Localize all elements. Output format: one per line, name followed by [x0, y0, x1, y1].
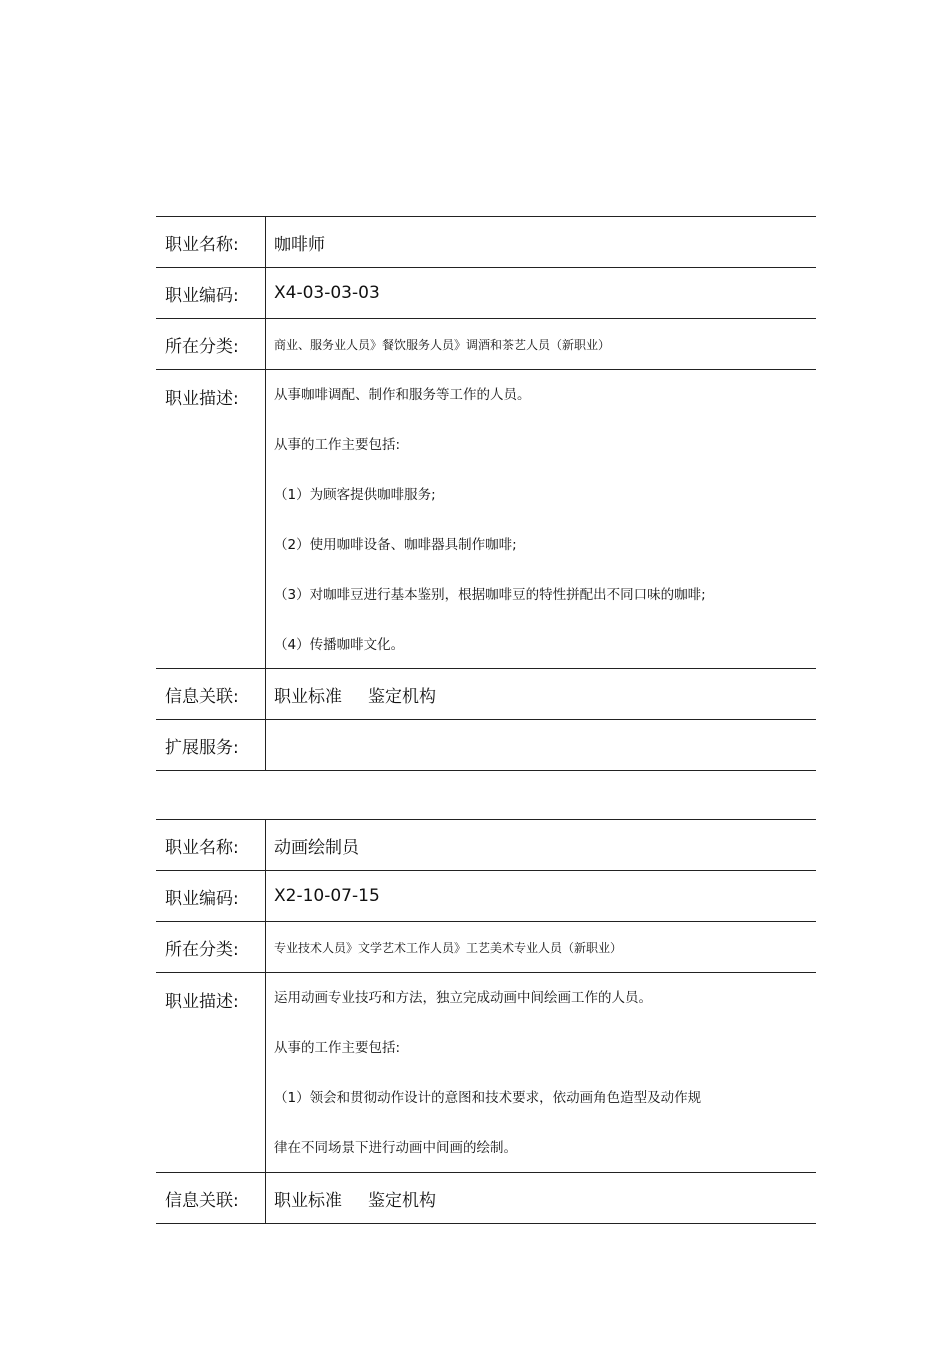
description-line: （1）领会和贯彻动作设计的意图和技术要求，依动画角色造型及动作规: [274, 1090, 702, 1106]
info-links: [266, 1173, 816, 1223]
description-row: [156, 369, 816, 668]
category-label: 所在分类:: [156, 319, 266, 369]
standard-link[interactable]: 职业标准: [274, 1190, 342, 1211]
standard-link[interactable]: 职业标准: [274, 686, 342, 707]
category-value: 专业技术人员》文学艺术工作人员》工艺美术专业人员（新职业）: [274, 940, 623, 955]
category-label: 所在分类:: [156, 922, 266, 972]
agency-link[interactable]: 鉴定机构: [368, 1190, 436, 1211]
description-line: 从事咖啡调配、制作和服务等工作的人员。: [274, 387, 531, 403]
description-line: （4）传播咖啡文化。: [274, 637, 405, 653]
extension-row: [156, 719, 816, 771]
description-label: 职业描述:: [156, 973, 266, 1172]
description-line: 律在不同场景下进行动画中间画的绘制。: [274, 1140, 517, 1156]
info-label: 信息关联:: [156, 669, 266, 719]
info-row: [156, 1172, 816, 1224]
code-value: X2-10-07-15: [274, 886, 380, 906]
occupation-card-animation: [156, 819, 816, 1224]
description-label: 职业描述:: [156, 370, 266, 668]
name-label: 职业名称:: [156, 820, 266, 870]
name-label: 职业名称:: [156, 217, 266, 267]
category-value: 商业、服务业人员》餐饮服务人员》调酒和茶艺人员（新职业）: [274, 337, 611, 352]
name-value: 咖啡师: [274, 234, 325, 255]
info-links: [266, 669, 816, 719]
info-label: 信息关联:: [156, 1173, 266, 1223]
description-text: [266, 370, 816, 668]
extension-label: 扩展服务:: [156, 720, 266, 770]
code-value: X4-03-03-03: [274, 283, 380, 303]
description-line: 运用动画专业技巧和方法，独立完成动画中间绘画工作的人员。: [274, 990, 652, 1006]
name-row: [156, 819, 816, 870]
agency-link[interactable]: 鉴定机构: [368, 686, 436, 707]
occupation-card-coffee: [156, 216, 816, 771]
extension-value: [266, 720, 816, 770]
code-label: 职业编码:: [156, 871, 266, 921]
category-row: [156, 921, 816, 972]
description-row: [156, 972, 816, 1172]
code-row: [156, 267, 816, 318]
description-text: [266, 973, 816, 1172]
info-row: [156, 668, 816, 719]
code-row: [156, 870, 816, 921]
name-value: 动画绘制员: [274, 837, 359, 858]
description-line: 从事的工作主要包括:: [274, 437, 401, 453]
name-row: [156, 216, 816, 267]
description-line: 从事的工作主要包括:: [274, 1040, 401, 1056]
description-line: （1）为顾客提供咖啡服务;: [274, 487, 436, 503]
description-line: （3）对咖啡豆进行基本鉴别，根据咖啡豆的特性拼配出不同口味的咖啡;: [274, 587, 706, 603]
description-line: （2）使用咖啡设备、咖啡器具制作咖啡;: [274, 537, 517, 553]
category-row: [156, 318, 816, 369]
code-label: 职业编码:: [156, 268, 266, 318]
